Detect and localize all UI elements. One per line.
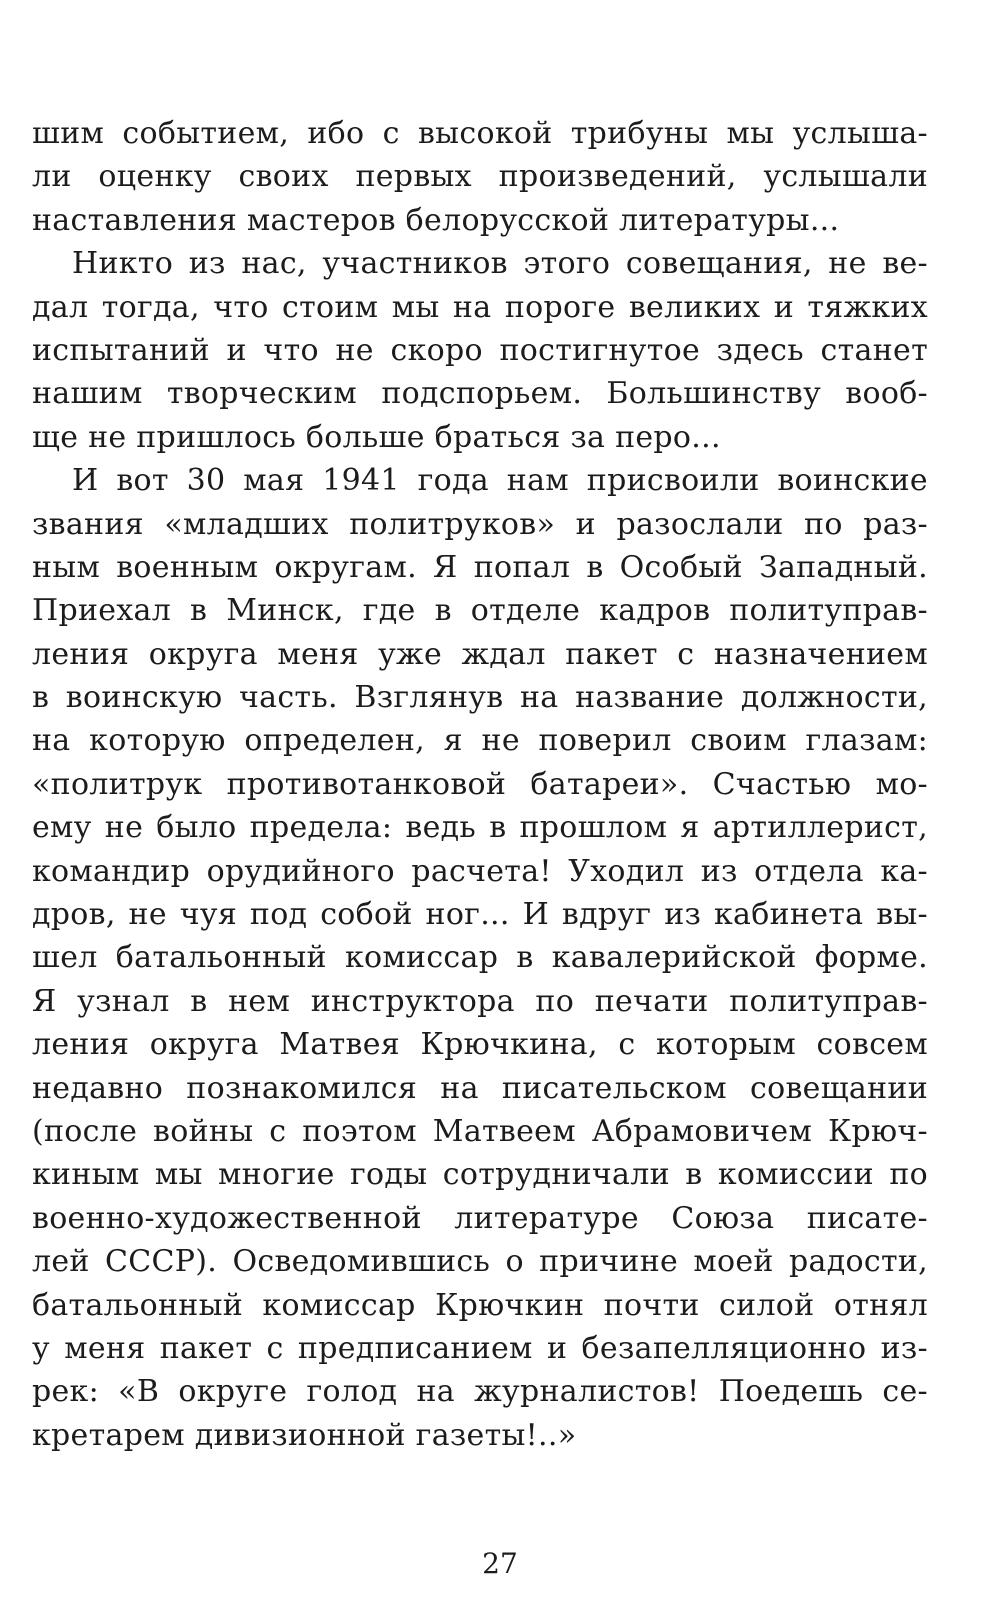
- body-text: [32, 112, 928, 1457]
- text-line: испытаний и что не скоро постигнутое здесь станет: [32, 332, 928, 368]
- text-line: недавно познакомился на писательском совещании: [32, 1070, 928, 1106]
- text-line: батальонный комиссар Крючкин почти силой отнял: [32, 1287, 928, 1323]
- text-line: Я узнал в нем инструктора по печати политуправ-: [32, 983, 928, 1019]
- text-line: И вот 30 мая 1941 года нам присвоили воинские: [72, 463, 928, 499]
- text-line: Никто из нас, участников этого совещания, не ве-: [72, 246, 928, 282]
- text-line: в воинскую часть. Взглянув на название должности,: [32, 680, 928, 716]
- text-line: нашим творческим подспорьем. Большинству вооб-: [32, 376, 928, 412]
- text-line: шел батальонный комиссар в кавалерийской форме.: [32, 940, 928, 976]
- text-line: ему не было предела: ведь в прошлом я артиллерист,: [32, 810, 928, 846]
- text-line: ления округа меня уже ждал пакет с назначением: [32, 636, 928, 672]
- text-line: (после войны с поэтом Матвеем Абрамовичем Крюч-: [32, 1113, 928, 1149]
- text-line: наставления мастеров белорусской литературы...: [32, 202, 840, 238]
- text-line: ще не пришлось больше браться за перо...: [32, 419, 721, 455]
- text-line: военно-художественной литературе Союза писате-: [32, 1200, 928, 1236]
- text-line: ления округа Матвея Крючкина, с которым совсем: [32, 1027, 928, 1063]
- text-line: на которую определен, я не поверил своим глазам:: [32, 723, 928, 759]
- text-line: киным мы многие годы сотрудничали в комиссии по: [32, 1157, 928, 1193]
- text-line: ным военным округам. Я попал в Особый Западный.: [32, 549, 928, 585]
- text-line: ли оценку своих первых произведений, услышали: [32, 159, 928, 195]
- text-line: шим событием, ибо с высокой трибуны мы услыша-: [32, 116, 928, 151]
- text-line: звания «младших политруков» и разослали по раз-: [32, 506, 928, 542]
- text-line: дров, не чуя под собой ног... И вдруг из кабинета вы-: [32, 897, 928, 933]
- text-line: лей СССР). Осведомившись о причине моей радости,: [32, 1244, 928, 1280]
- text-line: дал тогда, что стоим мы на пороге великих и тяжких: [32, 289, 928, 325]
- page-number: 27: [482, 1547, 518, 1580]
- text-line: кретарем дивизионной газеты!..»: [32, 1417, 577, 1453]
- text-line: рек: «В округе голод на журналистов! Поедешь се-: [32, 1374, 928, 1410]
- text-line: у меня пакет с предписанием и безапелляционно из-: [32, 1330, 928, 1366]
- text-line: Приехал в Минск, где в отделе кадров политуправ-: [32, 593, 928, 629]
- text-line: командир орудийного расчета! Уходил из отдела ка-: [32, 853, 928, 889]
- text-line: «политрук противотанковой батареи». Счастью мо-: [32, 766, 928, 802]
